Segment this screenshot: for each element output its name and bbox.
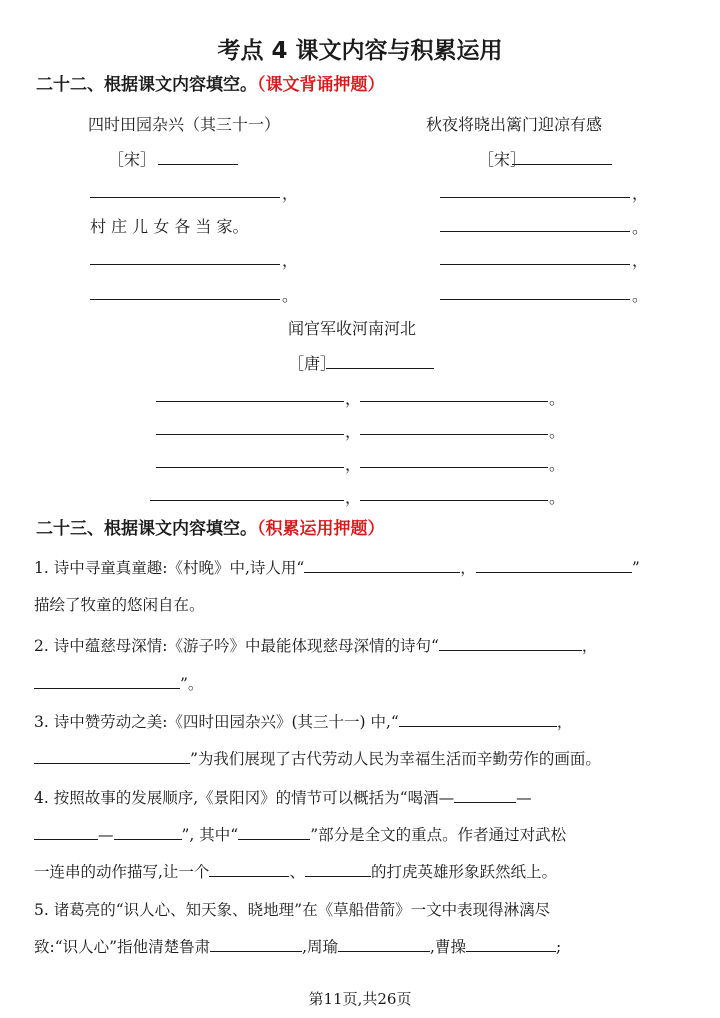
page-title: 考点 4 课文内容与积累运用 <box>217 38 503 64</box>
poem2-author-blank[interactable] <box>512 164 612 165</box>
q3-text-a: 3. 诗中赞劳动之美:《四时田园杂兴》(其三十一) 中,“ <box>34 713 399 731</box>
poem1-author-blank[interactable] <box>158 164 238 165</box>
q2-blank-1[interactable] <box>439 649 582 651</box>
poem3-r2-period: 。 <box>549 422 566 441</box>
q5-blank-3[interactable] <box>466 950 556 952</box>
q4-text-e: ”部分是全文的重点。作者通过对武松 <box>310 826 567 844</box>
q1-text-d: 描绘了牧童的悠闲自在。 <box>34 596 205 614</box>
q5-blank-1[interactable] <box>210 950 302 952</box>
q3-blank-2[interactable] <box>34 762 190 764</box>
q2-text-a: 2. 诗中蕴慈母深情:《游子吟》中最能体现慈母深情的诗句“ <box>34 637 439 655</box>
poem1-dynasty: ［宋］ <box>108 150 157 169</box>
section-23-heading <box>36 514 385 539</box>
poem3-r4-blank-a[interactable] <box>150 500 344 501</box>
q4-text-a: 4. 按照故事的发展顺序,《景阳冈》的情节可以概括为“喝酒— <box>34 789 455 807</box>
section-23-tag: （积累运用押题） <box>257 519 385 539</box>
page-number: 第11页,共26页 <box>308 990 412 1008</box>
question-4-line2 <box>34 823 566 845</box>
poem2-line4-punct: 。 <box>632 286 649 305</box>
question-5-line2 <box>34 935 561 957</box>
q4-blank-2[interactable] <box>34 838 98 840</box>
poem2-line2-blank[interactable] <box>440 231 630 232</box>
poem1-line3-punct: ， <box>282 251 299 270</box>
poem2-line1-punct: ， <box>632 184 649 203</box>
poem3-dynasty: ［唐］ <box>288 354 337 373</box>
question-2-cont <box>34 672 203 694</box>
q4-text-d: ”, 其中“ <box>181 826 239 844</box>
poem3-r4-blank-b[interactable] <box>360 500 548 501</box>
section-23-label: 二十三、根据课文内容填空。 <box>36 519 257 539</box>
section-22-label: 二十二、根据课文内容填空。 <box>36 75 257 95</box>
poem3-r3-comma: ， <box>345 455 362 474</box>
q4-text-h: 的打虎英雄形象跃然纸上。 <box>370 863 557 881</box>
poem1-title: 四时田园杂兴（其三十一） <box>88 115 281 134</box>
q4-blank-6[interactable] <box>305 875 371 877</box>
section-22-heading <box>36 70 385 95</box>
poem3-r4-comma: ， <box>345 488 362 507</box>
q1-blank-1[interactable] <box>304 571 460 573</box>
q4-text-f: 一连串的动作描写,让一个 <box>34 863 210 881</box>
poem3-r1-blank-b[interactable] <box>360 401 548 402</box>
poem1-line1-blank[interactable] <box>90 197 280 198</box>
poem3-r2-blank-a[interactable] <box>156 434 344 435</box>
poem3-r1-comma: ， <box>345 389 362 408</box>
poem2-line3-punct: ， <box>632 251 649 270</box>
question-1 <box>34 556 640 578</box>
poem1-line1-punct: ， <box>282 184 299 203</box>
poem3-r3-blank-a[interactable] <box>156 467 344 468</box>
q1-blank-2[interactable] <box>476 571 632 573</box>
q4-blank-4[interactable] <box>238 838 310 840</box>
q4-text-g: 、 <box>289 863 305 881</box>
question-2 <box>34 634 597 656</box>
q1-text-b: ， <box>460 559 476 577</box>
q5-blank-2[interactable] <box>338 950 430 952</box>
poem3-r1-period: 。 <box>549 389 566 408</box>
q2-text-b: ， <box>581 637 598 655</box>
poem3-r1-blank-a[interactable] <box>156 401 344 402</box>
poem2-title: 秋夜将晓出篱门迎凉有感 <box>426 115 603 134</box>
q1-text-a: 1. 诗中寻童真童趣:《村晚》中,诗人用“ <box>34 559 305 577</box>
q3-text-b: ， <box>556 713 573 731</box>
poem3-r2-blank-b[interactable] <box>360 434 548 435</box>
question-5: 5. 诸葛亮的“识人心、知天象、晓地理”在《草船借箭》一文中表现得淋漓尽 <box>34 901 551 919</box>
poem2-line1-blank[interactable] <box>440 197 630 198</box>
q4-blank-3[interactable] <box>114 838 182 840</box>
q4-text-b: — <box>516 789 532 807</box>
q4-text-c: — <box>98 826 114 844</box>
q2-text-c: ”。 <box>180 675 204 693</box>
q5-text-e: ; <box>555 938 562 956</box>
question-4-line3 <box>34 860 557 882</box>
q3-blank-1[interactable] <box>399 725 557 727</box>
q4-blank-5[interactable] <box>209 875 289 877</box>
poem3-title: 闻官军收河南河北 <box>288 319 417 338</box>
poem3-r2-comma: ， <box>345 422 362 441</box>
poem3-r4-period: 。 <box>549 488 566 507</box>
q3-text-c: ”为我们展现了古代劳动人民为幸福生活而辛勤劳作的画面。 <box>190 750 601 768</box>
poem1-line3-blank[interactable] <box>90 264 280 265</box>
question-3 <box>34 710 572 732</box>
question-4 <box>34 786 532 808</box>
poem1-line4-punct: 。 <box>282 286 299 305</box>
section-22-tag: （课文背诵押题） <box>257 75 385 95</box>
poem2-line2-punct: 。 <box>632 218 649 237</box>
poem3-author-blank[interactable] <box>326 368 434 369</box>
q5-text-c: ,周瑜 <box>302 938 339 956</box>
q5-text-d: ,曹操 <box>430 938 466 956</box>
poem3-r3-period: 。 <box>549 455 566 474</box>
q5-text-b: 致:“识人心”指他清楚鲁肃 <box>34 938 211 956</box>
poem2-line3-blank[interactable] <box>440 264 630 265</box>
poem3-r3-blank-b[interactable] <box>360 467 548 468</box>
poem2-dynasty: ［宋］ <box>478 150 527 169</box>
poem2-line4-blank[interactable] <box>440 299 630 300</box>
q4-blank-1[interactable] <box>454 801 516 803</box>
q2-blank-2[interactable] <box>34 687 180 689</box>
poem1-line2: 村 庄 儿 女 各 当 家。 <box>90 217 249 236</box>
poem1-line4-blank[interactable] <box>90 299 280 300</box>
q1-text-c: ” <box>631 559 640 577</box>
question-3-cont <box>34 747 601 769</box>
